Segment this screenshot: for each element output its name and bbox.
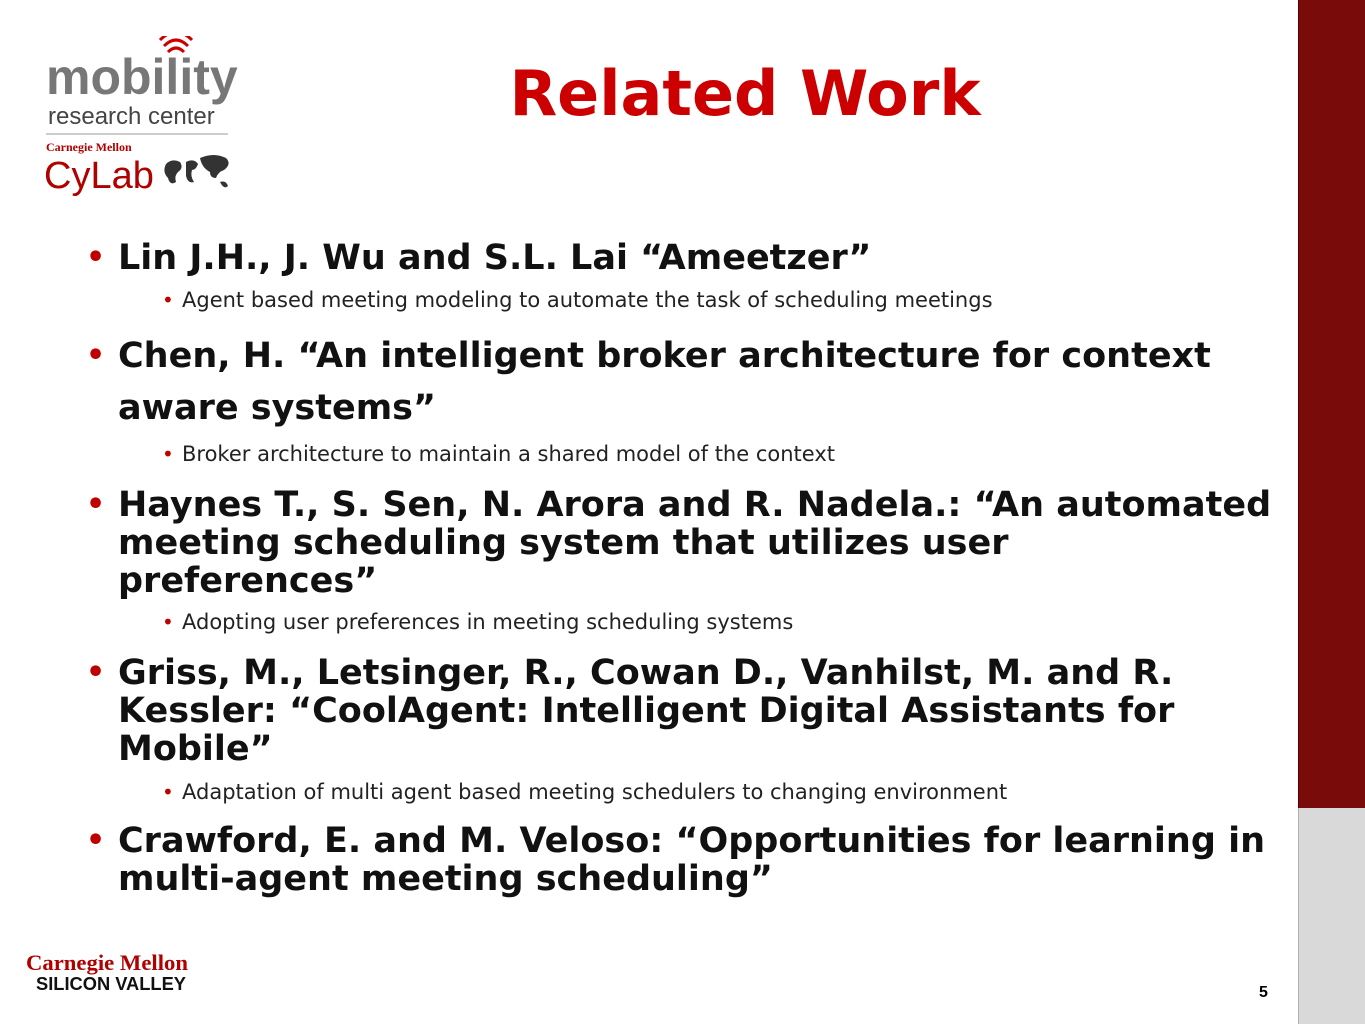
reference-item — [86, 654, 1276, 806]
reference-summary: • Adaptation of multi agent based meeting schedulers to changing environment — [162, 778, 1276, 806]
reference-citation: • Haynes T., S. Sen, N. Arora and R. Nadela.: “An automated meeting scheduling system that utilizes user preferences” — [86, 486, 1276, 600]
svg-text:CyLab: CyLab — [44, 155, 154, 196]
reference-summary: • Broker architecture to maintain a shared model of the context — [162, 440, 1276, 468]
reference-citation: • Lin J.H., J. Wu and S.L. Lai “Ameetzer” — [86, 238, 1276, 278]
page-number: 5 — [1259, 984, 1268, 1001]
sidebar-accent-bar — [1298, 0, 1365, 808]
svg-text:SILICON VALLEY: SILICON VALLEY — [36, 974, 186, 992]
svg-text:mobility: mobility — [46, 49, 238, 105]
cmu-silicon-valley-logo — [24, 950, 194, 992]
slide-title: Related Work — [509, 57, 981, 130]
reference-item — [86, 330, 1276, 468]
references-list — [86, 238, 1276, 898]
svg-text:Carnegie Mellon: Carnegie Mellon — [46, 140, 132, 154]
reference-summary: • Adopting user preferences in meeting scheduling systems — [162, 608, 1276, 636]
reference-item — [86, 486, 1276, 636]
svg-text:Carnegie Mellon: Carnegie Mellon — [26, 950, 189, 975]
reference-summary: • Agent based meeting modeling to automate the task of scheduling meetings — [162, 286, 1276, 314]
mobility-cylab-logo — [40, 36, 240, 196]
svg-text:research center: research center — [48, 103, 215, 130]
world-map-icon — [164, 155, 228, 187]
reference-item — [86, 238, 1276, 314]
reference-citation: • Chen, H. “An intelligent broker architecture for context aware systems” — [86, 330, 1276, 434]
reference-citation: • Crawford, E. and M. Veloso: “Opportunities for learning in multi-agent meeting scheduling” — [86, 822, 1276, 898]
sidebar-footer-bar — [1298, 808, 1365, 1024]
reference-citation: • Griss, M., Letsinger, R., Cowan D., Vanhilst, M. and R. Kessler: “CoolAgent: Intelligent Digital Assistants for Mobile” — [86, 654, 1276, 768]
reference-item — [86, 822, 1276, 898]
